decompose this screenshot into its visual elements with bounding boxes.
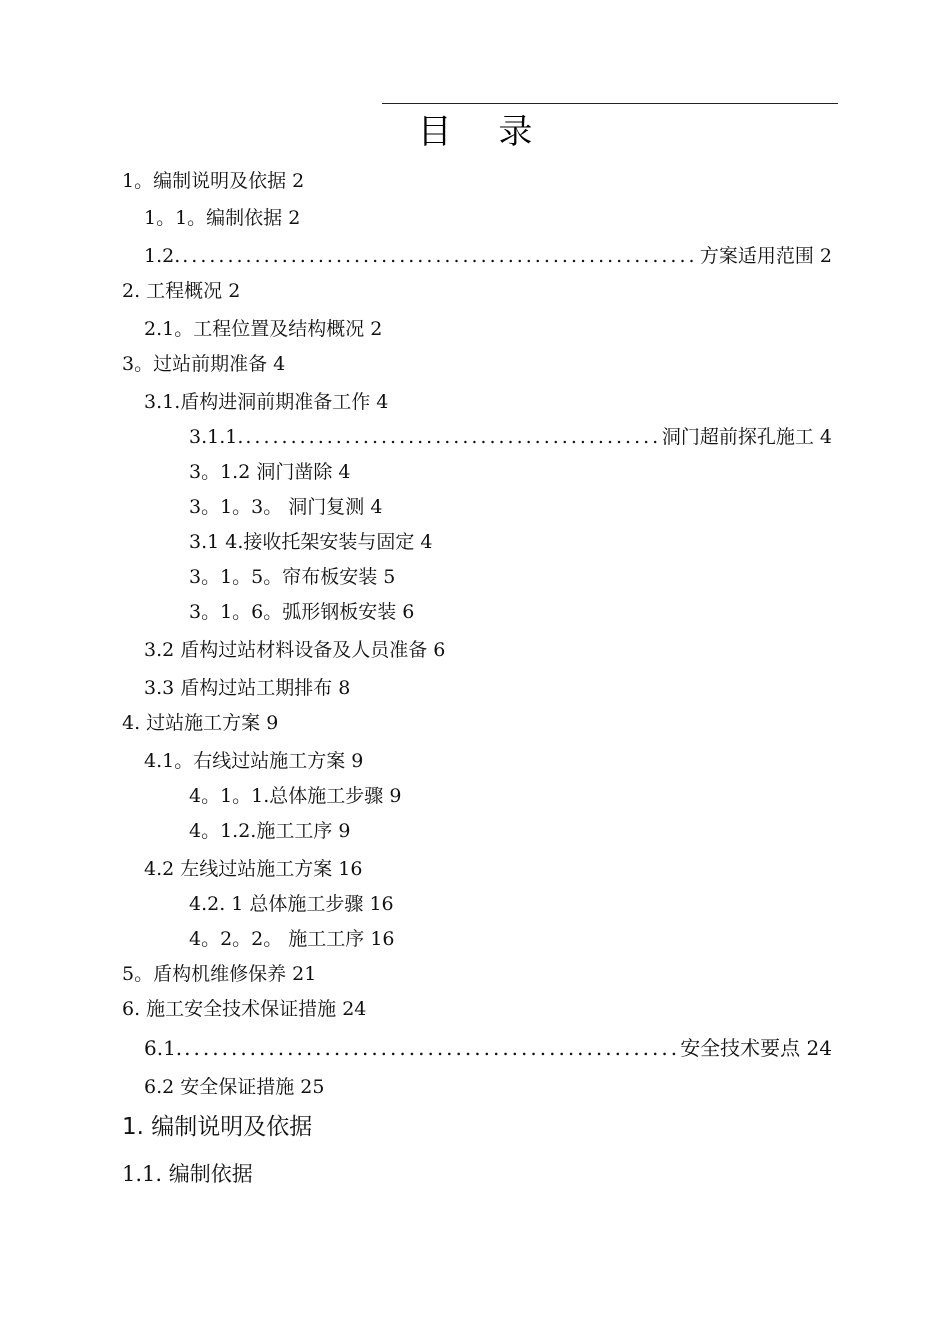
toc-entry-3[interactable]: 3。过站前期准备 4 — [122, 353, 286, 375]
toc-entry-6-1[interactable] — [144, 1036, 832, 1060]
toc-entry-4-1-1[interactable]: 4。1。1.总体施工步骤 9 — [189, 785, 402, 807]
toc-entry-3-3[interactable]: 3.3 盾构过站工期排布 8 — [144, 677, 351, 699]
toc-entry-3-1[interactable]: 3.1.盾构进洞前期准备工作 4 — [144, 391, 389, 413]
toc-entry-label: 方案适用范围 2 — [699, 245, 832, 267]
dot-leader — [182, 244, 698, 268]
toc-entry-3-2[interactable]: 3.2 盾构过站材料设备及人员准备 6 — [144, 639, 446, 661]
toc-entry-number: 6.1. — [144, 1036, 183, 1060]
toc-entry-3-1-3[interactable]: 3。1。3。 洞门复测 4 — [189, 496, 383, 518]
toc-entry-number: 3.1.1. — [189, 426, 244, 448]
toc-entry-4-2-2[interactable]: 4。2。2。 施工工序 16 — [189, 928, 395, 950]
toc-entry-6[interactable]: 6. 施工安全技术保证措施 24 — [122, 998, 367, 1020]
toc-entry-number: 1.2. — [144, 245, 181, 267]
toc-entry-5[interactable]: 5。盾构机维修保养 21 — [122, 963, 317, 985]
toc-entry-1-1[interactable]: 1。1。编制依据 2 — [144, 207, 301, 229]
toc-entry-2-1[interactable]: 2.1。工程位置及结构概况 2 — [144, 318, 383, 340]
toc-entry-3-1-6[interactable]: 3。1。6。弧形钢板安装 6 — [189, 601, 415, 623]
toc-entry-2[interactable]: 2. 工程概况 2 — [122, 280, 241, 302]
toc-entry-3-1-1[interactable] — [189, 425, 832, 449]
toc-entry-4-1-2[interactable]: 4。1.2.施工工序 9 — [189, 820, 351, 842]
toc-entry-4-1[interactable]: 4.1。右线过站施工方案 9 — [144, 750, 364, 772]
toc-entry-label: 洞门超前探孔施工 4 — [661, 426, 832, 448]
toc-entry-3-1-4[interactable]: 3.1 4.接收托架安装与固定 4 — [189, 531, 433, 553]
toc-entry-3-1-5[interactable]: 3。1。5。帘布板安装 5 — [189, 566, 396, 588]
toc-entry-3-1-2[interactable]: 3。1.2 洞门凿除 4 — [189, 461, 351, 483]
toc-entry-1-2[interactable] — [144, 244, 832, 268]
toc-entry-4-2-1[interactable]: 4.2. 1 总体施工步骤 16 — [189, 893, 394, 915]
toc-entry-1[interactable]: 1。编制说明及依据 2 — [122, 170, 305, 192]
section-heading-1-1: 1.1. 编制依据 — [122, 1162, 253, 1186]
toc-entry-label: 安全技术要点 24 — [680, 1036, 832, 1060]
toc-entry-6-2[interactable]: 6.2 安全保证措施 25 — [144, 1076, 325, 1098]
toc-entry-4-2[interactable]: 4.2 左线过站施工方案 16 — [144, 858, 363, 880]
dot-leader — [245, 425, 659, 449]
section-heading-1: 1. 编制说明及依据 — [122, 1114, 313, 1140]
dot-leader — [184, 1036, 678, 1060]
toc-entry-4[interactable]: 4. 过站施工方案 9 — [122, 712, 279, 734]
toc-title: 目 录 — [417, 112, 551, 152]
